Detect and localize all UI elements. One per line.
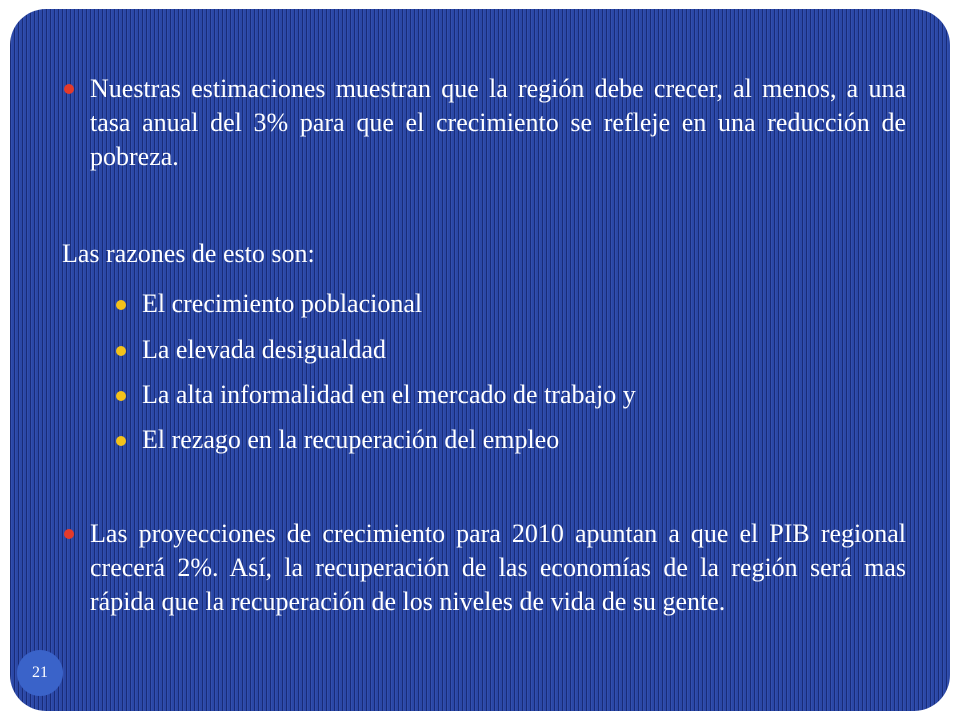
sub-bullet-icon	[116, 300, 126, 310]
page-number-badge: 21	[17, 650, 63, 696]
bullet-text-growth-estimate: Nuestras estimaciones muestran que la región debe crecer, al menos, a una tasa anual del 3% para que el crecimiento se refleje en una reducción de pobreza.	[90, 74, 906, 171]
sub-bullet-icon	[116, 391, 126, 401]
reason-item: El crecimiento poblacional	[142, 289, 423, 318]
slide-content	[10, 9, 950, 711]
reasons-heading: Las razones de esto son:	[62, 239, 315, 268]
bullet-icon	[64, 529, 74, 539]
reason-item: La elevada desigualdad	[142, 335, 386, 364]
sub-bullet-icon	[116, 346, 126, 356]
sub-bullet-icon	[116, 436, 126, 446]
reason-item: La alta informalidad en el mercado de trabajo y	[142, 380, 636, 409]
bullet-icon	[64, 84, 74, 94]
bullet-text-projections: Las proyecciones de crecimiento para 2010 apuntan a que el PIB regional crecerá 2%. Así, la recuperación de las economías de la región será mas rápida que la recuperación de los niveles de vida de su gente.	[90, 519, 906, 616]
reason-item: El rezago en la recuperación del empleo	[142, 425, 560, 454]
slide-background	[10, 9, 950, 711]
